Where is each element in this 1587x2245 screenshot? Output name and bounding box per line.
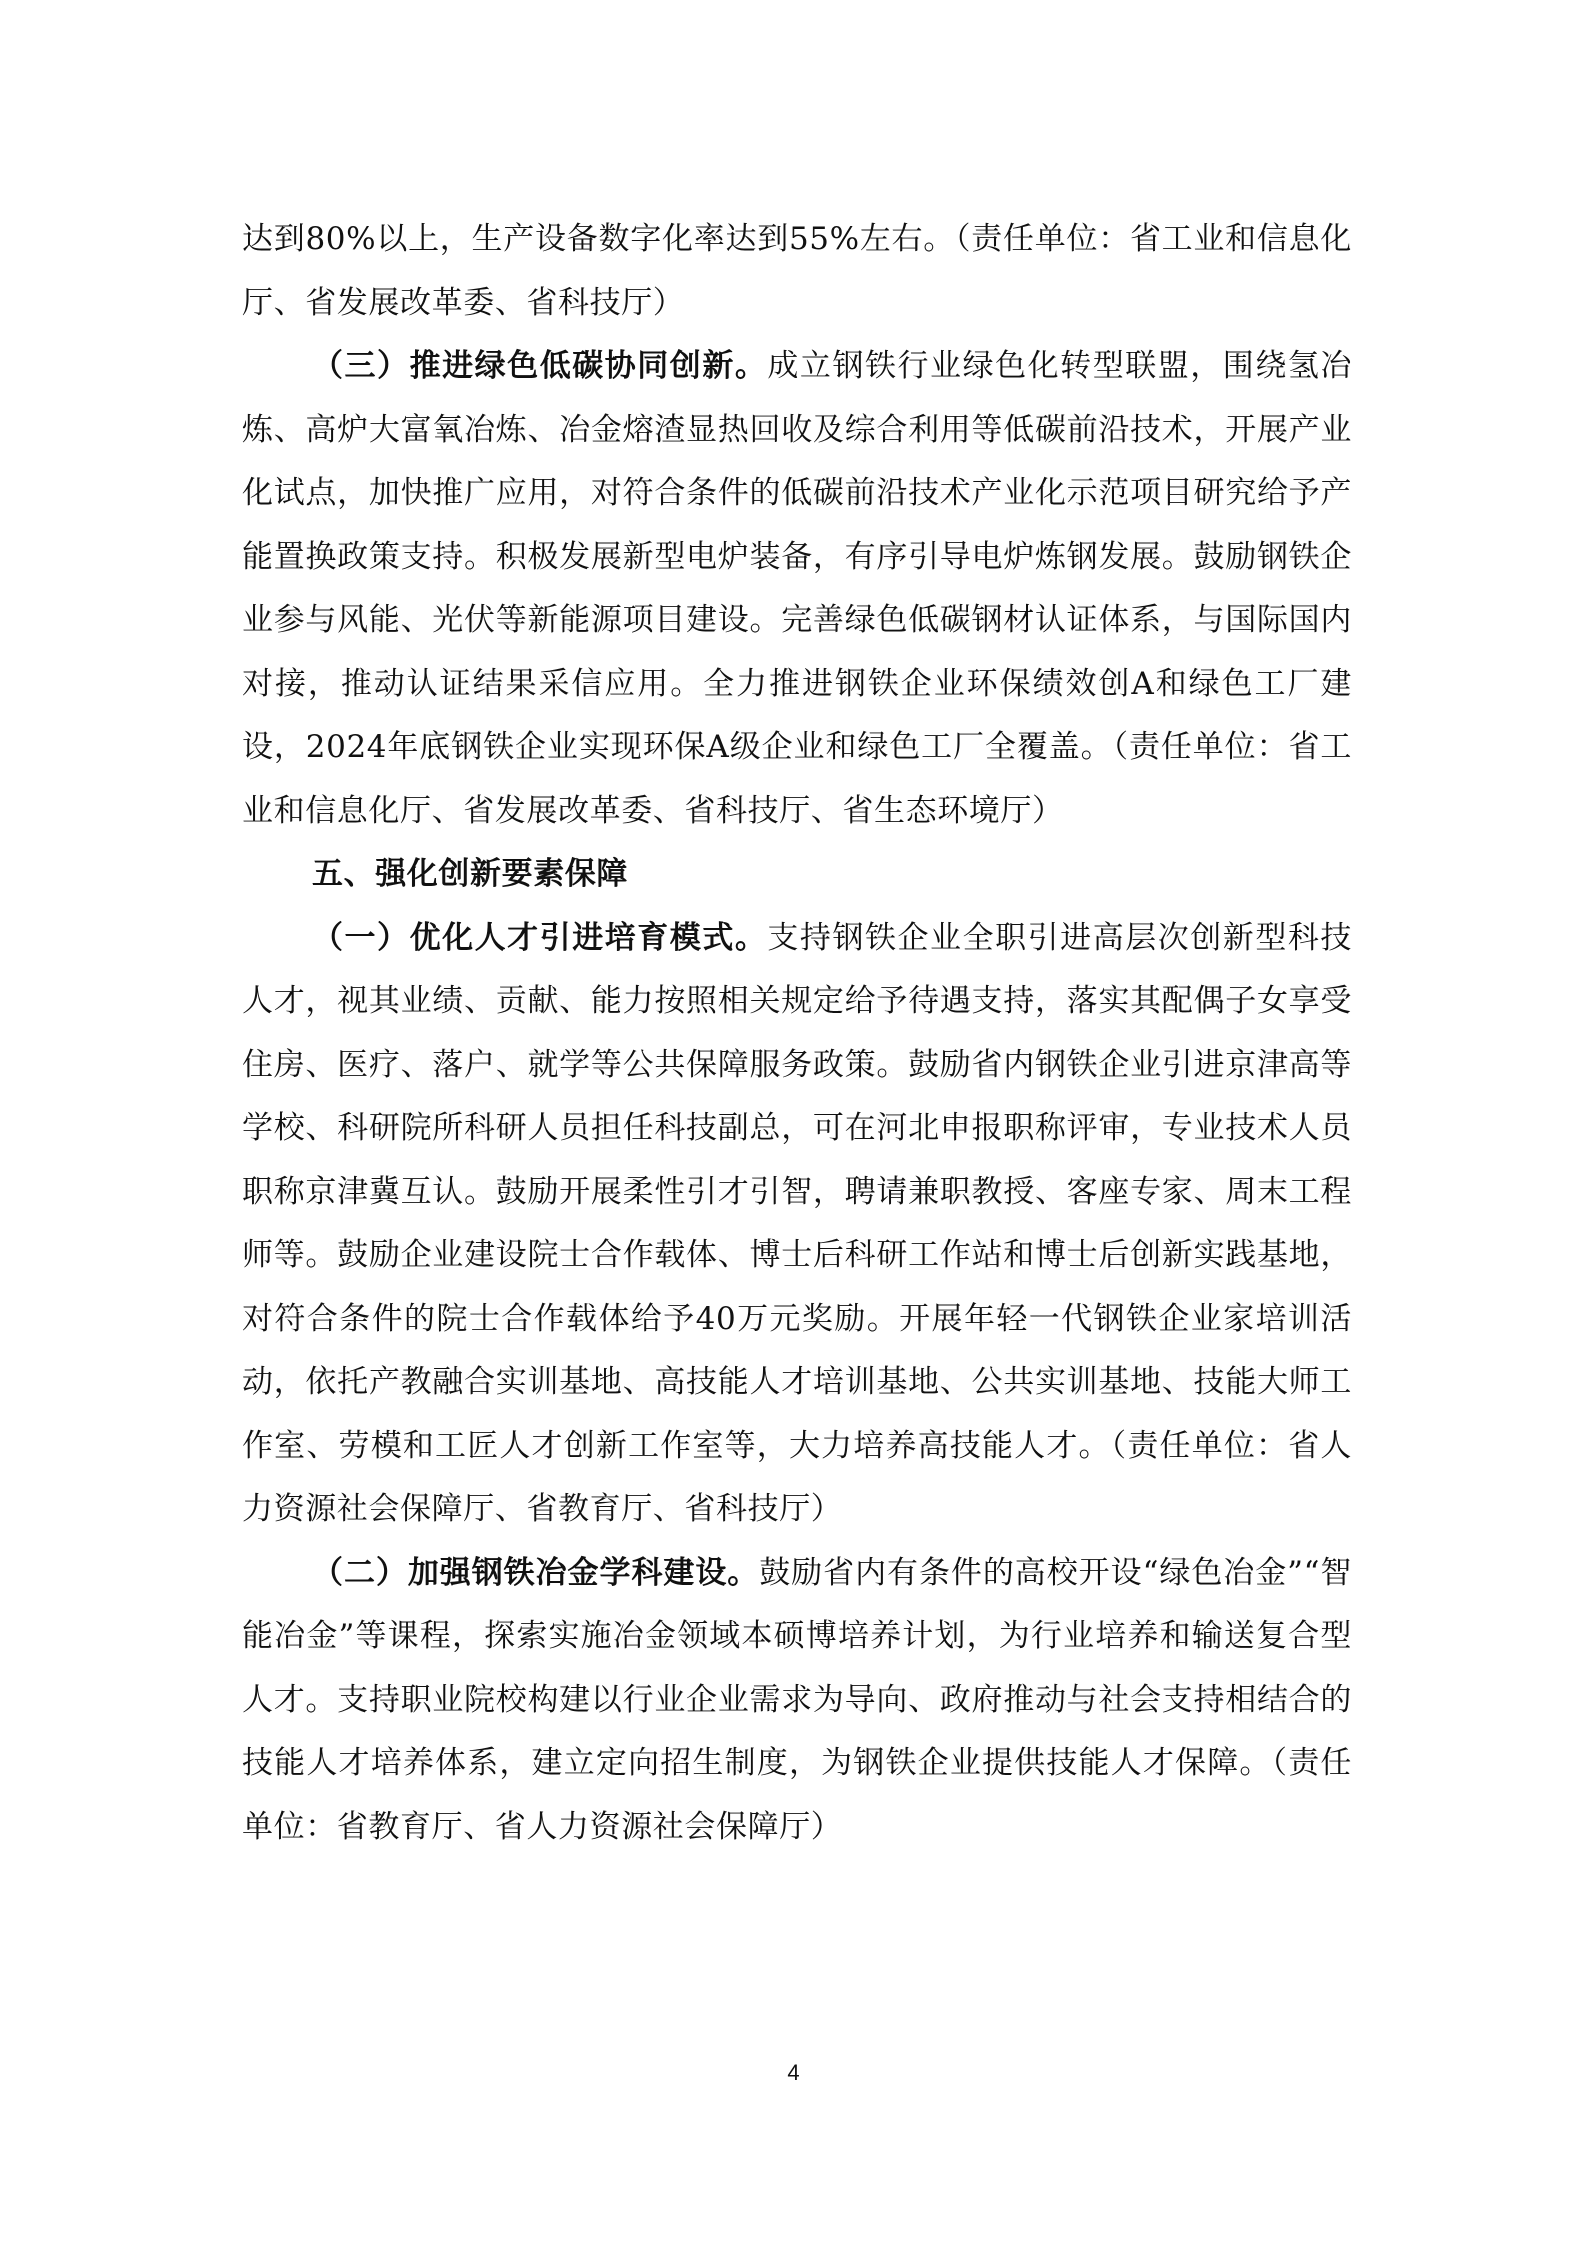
paragraph-continuation bbox=[242, 208, 1352, 335]
paragraph-text: 达到80%以上，生产设备数字化率达到55%左右。（责任单位：省工业和信息化厅、省发展改革委、省科技厅） bbox=[242, 221, 1352, 321]
paragraph-text: 鼓励省内有条件的高校开设“绿色冶金”“智能冶金”等课程，探索实施冶金领域本硕博培养计划，为行业培养和输送复合型人才。支持职业院校构建以行业企业需求为导向、政府推动与社会支持相结合的技能人才培养体系，建立定向招生制度，为钢铁企业提供技能人才保障。（责任单位：省教育厅、省人力资源社会保障厅） bbox=[242, 1554, 1352, 1845]
document-body bbox=[242, 208, 1352, 1859]
paragraph-lead: （三）推进绿色低碳协同创新。 bbox=[312, 348, 768, 384]
paragraph-discipline bbox=[242, 1542, 1352, 1860]
paragraph-lead: （一）优化人才引进培育模式。 bbox=[312, 919, 768, 956]
paragraph-text: 支持钢铁企业全职引进高层次创新型科技人才，视其业绩、贡献、能力按照相关规定给予待遇支持，落实其配偶子女享受住房、医疗、落户、就学等公共保障服务政策。鼓励省内钢铁企业引进京津高等学校、科研院所科研人员担任科技副总，可在河北申报职称评审，专业技术人员职称京津冀互认。鼓励开展柔性引才引智，聘请兼职教授、客座专家、周末工程师等。鼓励企业建设院士合作载体、博士后科研工作站和博士后创新实践基地，对符合条件的院士合作载体给予40万元奖励。开展年轻一代钢铁企业家培训活动，依托产教融合实训基地、高技能人才培训基地、公共实训基地、技能大师工作室、劳模和工匠人才创新工作室等，大力培养高技能人才。（责任单位：省人力资源社会保障厅、省教育厅、省科技厅） bbox=[242, 919, 1352, 1527]
paragraph-talent bbox=[242, 907, 1352, 1542]
section-heading: 五、强化创新要素保障 bbox=[312, 856, 628, 892]
paragraph-green-low-carbon bbox=[242, 335, 1352, 843]
paragraph-lead: （二）加强钢铁冶金学科建设。 bbox=[312, 1554, 760, 1591]
page-number: 4 bbox=[787, 2060, 800, 2085]
paragraph-text: 成立钢铁行业绿色化转型联盟，围绕氢冶炼、高炉大富氧冶炼、冶金熔渣显热回收及综合利用等低碳前沿技术，开展产业化试点，加快推广应用，对符合条件的低碳前沿技术产业化示范项目研究给予产能置换政策支持。积极发展新型电炉装备，有序引导电炉炼钢发展。鼓励钢铁企业参与风能、光伏等新能源项目建设。完善绿色低碳钢材认证体系，与国际国内对接，推动认证结果采信应用。全力推进钢铁企业环保绩效创A和绿色工厂建设，2024年底钢铁企业实现环保A级企业和绿色工厂全覆盖。（责任单位：省工业和信息化厅、省发展改革委、省科技厅、省生态环境厅） bbox=[242, 348, 1352, 829]
